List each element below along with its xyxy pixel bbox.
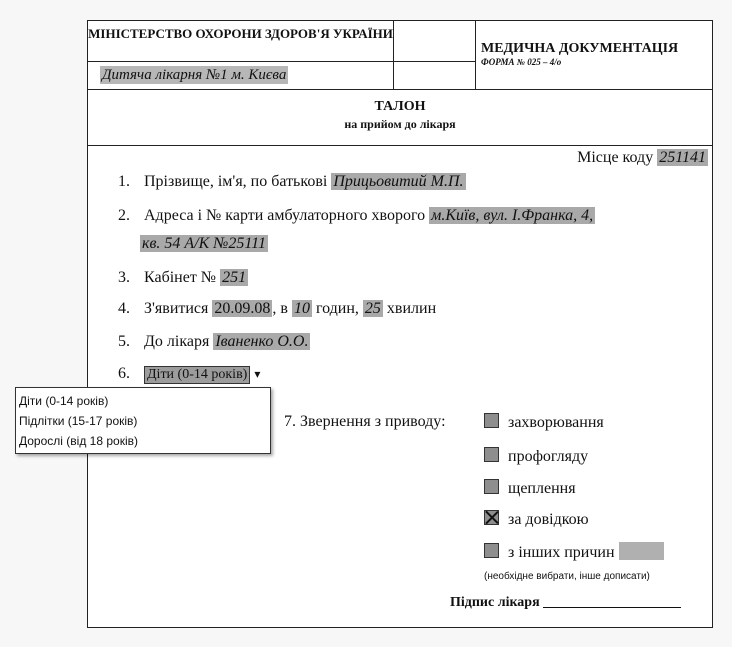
- name-row: [118, 173, 466, 191]
- minute-field[interactable]: 25: [364, 300, 381, 317]
- appear-label: З'явитися: [144, 300, 209, 317]
- cabinet-field[interactable]: 251: [222, 269, 247, 286]
- address-row: [118, 207, 595, 225]
- dropdown-option[interactable]: Дорослі (від 18 років): [19, 434, 138, 448]
- dropdown-option[interactable]: Підлітки (15-17 років): [19, 414, 138, 428]
- item-number: 4.: [118, 300, 130, 317]
- code-label: Місце коду: [577, 149, 654, 166]
- reason-option[interactable]: [484, 447, 588, 466]
- reason-option-label: захворювання: [508, 414, 604, 431]
- age-group-select[interactable]: Діти (0-14 років): [144, 366, 250, 384]
- at-label: , в: [272, 300, 288, 317]
- item-number: 5.: [118, 333, 130, 350]
- date-field[interactable]: 20.09.08: [214, 300, 271, 317]
- hospital-name-field[interactable]: Дитяча лікарня №1 м. Києва: [102, 67, 287, 83]
- reason-row: [284, 413, 446, 431]
- signature-row: [450, 595, 681, 611]
- name-label: Прізвище, ім'я, по батькові: [144, 173, 328, 190]
- hours-label: годин,: [315, 300, 359, 317]
- divider: [393, 61, 475, 62]
- doctor-field[interactable]: Іваненко О.О.: [215, 333, 309, 350]
- name-field[interactable]: Прицьовитий М.П.: [333, 173, 464, 190]
- reason-option[interactable]: [484, 510, 589, 529]
- reason-option[interactable]: [484, 479, 576, 498]
- form-number: ФОРМА № 025 – 4/о: [481, 57, 562, 67]
- item-number: 3.: [118, 269, 130, 286]
- form-title: ТАЛОН: [374, 99, 426, 114]
- appointment-row: [118, 300, 436, 318]
- other-reason-field[interactable]: [619, 542, 664, 560]
- med-doc-title: МЕДИЧНА ДОКУМЕНТАЦІЯ: [481, 41, 679, 56]
- item-number: 1.: [118, 173, 130, 190]
- address-field-line2[interactable]: кв. 54 А/К №25111: [142, 235, 266, 252]
- age-row: [118, 365, 260, 384]
- referral-form: [87, 20, 713, 628]
- dropdown-option[interactable]: Діти (0-14 років): [19, 394, 109, 408]
- checkbox[interactable]: [484, 543, 499, 558]
- reason-label: Звернення з приводу:: [300, 413, 446, 430]
- reason-option-label: щеплення: [508, 480, 576, 497]
- checkbox-checked[interactable]: [484, 510, 499, 525]
- address-field[interactable]: м.Київ, вул. І.Франка, 4,: [431, 207, 594, 224]
- checkbox[interactable]: [484, 479, 499, 494]
- item-number: 7.: [284, 413, 296, 430]
- checkbox[interactable]: [484, 413, 499, 428]
- signature-label: Підпис лікаря: [450, 595, 540, 610]
- title-box: [88, 89, 712, 146]
- signature-line[interactable]: [543, 607, 681, 608]
- cabinet-row: [118, 269, 248, 287]
- reason-option-label: профогляду: [508, 448, 589, 465]
- hour-field[interactable]: 10: [293, 300, 310, 317]
- reason-option[interactable]: [484, 413, 604, 432]
- form-header: [88, 21, 712, 90]
- age-group-dropdown: [15, 387, 271, 454]
- form-subtitle: на прийом до лікаря: [344, 117, 456, 131]
- reason-option-label: з інших причин: [508, 544, 615, 561]
- address-row-continued: [140, 235, 268, 253]
- reason-option[interactable]: [484, 542, 664, 562]
- checkbox[interactable]: [484, 447, 499, 462]
- doctor-row: [118, 333, 310, 351]
- item-number: 6.: [118, 365, 130, 382]
- address-label: Адреса і № карти амбулаторного хворого: [144, 207, 426, 224]
- ministry-name: МІНІСТЕРСТВО ОХОРОНИ ЗДОРОВ'Я УКРАЇНИ: [88, 26, 393, 41]
- cabinet-label: Кабінет №: [144, 269, 217, 286]
- reason-note: (необхідне вибрати, інше дописати): [484, 571, 650, 582]
- code-field[interactable]: 251141: [659, 149, 706, 166]
- header-middle: [393, 21, 476, 89]
- reason-option-label: за довідкою: [508, 511, 589, 528]
- minutes-label: хвилин: [386, 300, 437, 317]
- doctor-label: До лікаря: [144, 333, 210, 350]
- divider: [88, 61, 393, 62]
- header-left: [88, 21, 394, 89]
- header-right: [475, 21, 712, 89]
- dropdown-arrow-icon[interactable]: ▾: [254, 367, 261, 381]
- item-number: 2.: [118, 207, 130, 224]
- code-row: [577, 149, 708, 167]
